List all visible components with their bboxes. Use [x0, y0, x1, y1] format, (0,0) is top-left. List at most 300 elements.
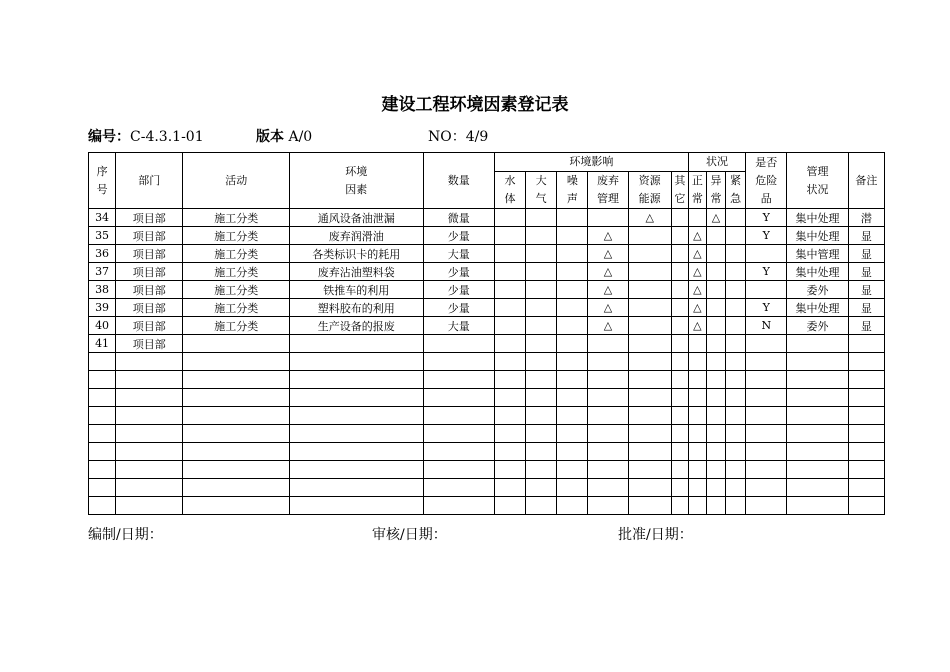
cell-emergency: [726, 389, 746, 407]
cell-resource: [628, 371, 671, 389]
cell-no: 34: [89, 209, 116, 227]
cell-dept: 项目部: [116, 245, 183, 263]
cell-air: [526, 299, 557, 317]
header-impact-air-line1: 大: [535, 174, 547, 187]
cell-resource: [628, 245, 671, 263]
cell-abnormal: [706, 281, 725, 299]
cell-other: [671, 263, 688, 281]
header-status-normal-line1: 正: [691, 174, 703, 187]
cell-hazard: Y: [746, 209, 787, 227]
cell-air: [526, 317, 557, 335]
cell-dept: 项目部: [116, 281, 183, 299]
cell-mgmt: [787, 443, 848, 461]
header-seq: [89, 153, 116, 209]
cell-resource: [628, 317, 671, 335]
header-impact-water-line1: 水: [504, 174, 516, 187]
cell-hazard: Y: [746, 299, 787, 317]
cell-other: [671, 443, 688, 461]
table-row: [89, 479, 885, 497]
cell-other: [671, 281, 688, 299]
cell-noise: [557, 299, 588, 317]
cell-remark: [848, 461, 884, 479]
cell-water: [494, 353, 525, 371]
cell-resource: [628, 479, 671, 497]
cell-hazard: Y: [746, 263, 787, 281]
cell-qty: [423, 479, 494, 497]
cell-noise: [557, 317, 588, 335]
cell-emergency: [726, 227, 746, 245]
cell-qty: [423, 407, 494, 425]
cell-remark: 显: [848, 227, 884, 245]
header-impact-resource: [628, 172, 671, 209]
cell-hazard: [746, 353, 787, 371]
header-management: [787, 153, 848, 209]
table-row: [89, 371, 885, 389]
cell-no: [89, 353, 116, 371]
header-status-normal-line2: 常: [691, 192, 703, 205]
cell-normal: [688, 461, 706, 479]
cell-normal: △: [688, 299, 706, 317]
cell-activity: [183, 389, 290, 407]
header-dept: 部门: [116, 153, 183, 209]
cell-qty: 大量: [423, 317, 494, 335]
cell-mgmt: [787, 479, 848, 497]
cell-remark: [848, 353, 884, 371]
cell-waste: [588, 209, 628, 227]
cell-factor: [289, 389, 423, 407]
cell-waste: [588, 443, 628, 461]
cell-normal: △: [688, 317, 706, 335]
cell-other: [671, 227, 688, 245]
cell-abnormal: [706, 497, 725, 515]
cell-dept: 项目部: [116, 317, 183, 335]
header-management-line1: 管理: [806, 164, 829, 178]
cell-water: [494, 227, 525, 245]
header-factor-line2: 因素: [345, 182, 368, 196]
cell-dept: 项目部: [116, 209, 183, 227]
cell-no: [89, 425, 116, 443]
cell-waste: [588, 497, 628, 515]
cell-remark: [848, 425, 884, 443]
cell-emergency: [726, 281, 746, 299]
cell-mgmt: [787, 407, 848, 425]
cell-remark: 显: [848, 245, 884, 263]
cell-resource: [628, 227, 671, 245]
cell-normal: △: [688, 281, 706, 299]
cell-factor: [289, 353, 423, 371]
cell-resource: [628, 443, 671, 461]
cell-other: [671, 245, 688, 263]
cell-remark: [848, 479, 884, 497]
cell-noise: [557, 353, 588, 371]
cell-air: [526, 353, 557, 371]
cell-emergency: [726, 407, 746, 425]
cell-normal: △: [688, 263, 706, 281]
cell-air: [526, 425, 557, 443]
cell-water: [494, 497, 525, 515]
cell-no: 35: [89, 227, 116, 245]
cell-mgmt: 委外: [787, 281, 848, 299]
cell-remark: [848, 371, 884, 389]
cell-factor: 通风设备油泄漏: [289, 209, 423, 227]
reviewed-by-date: 审核/日期：: [372, 527, 447, 543]
version-label: 版本: [256, 129, 284, 145]
cell-waste: △: [588, 317, 628, 335]
cell-no: 40: [89, 317, 116, 335]
cell-emergency: [726, 497, 746, 515]
cell-no: [89, 479, 116, 497]
header-status-group: 状况: [688, 153, 745, 172]
cell-factor: [289, 443, 423, 461]
cell-air: [526, 335, 557, 353]
cell-other: [671, 461, 688, 479]
cell-factor: [289, 335, 423, 353]
cell-hazard: [746, 281, 787, 299]
table-row: [89, 317, 885, 335]
cell-remark: 显: [848, 317, 884, 335]
cell-other: [671, 209, 688, 227]
cell-normal: [688, 335, 706, 353]
header-status-emergency-line1: 紧: [730, 174, 742, 187]
cell-other: [671, 389, 688, 407]
cell-abnormal: [706, 407, 725, 425]
cell-air: [526, 443, 557, 461]
table-row: [89, 263, 885, 281]
cell-resource: [628, 425, 671, 443]
cell-qty: [423, 497, 494, 515]
header-status-abnormal-line1: 异: [710, 174, 722, 187]
cell-qty: 微量: [423, 209, 494, 227]
cell-dept: [116, 479, 183, 497]
cell-dept: [116, 389, 183, 407]
cell-waste: [588, 335, 628, 353]
cell-hazard: [746, 479, 787, 497]
header-hazard: [746, 153, 787, 209]
cell-mgmt: 集中处理: [787, 209, 848, 227]
cell-dept: [116, 443, 183, 461]
cell-abnormal: [706, 389, 725, 407]
cell-mgmt: [787, 335, 848, 353]
cell-dept: 项目部: [116, 263, 183, 281]
cell-waste: [588, 461, 628, 479]
cell-air: [526, 227, 557, 245]
cell-emergency: [726, 209, 746, 227]
cell-remark: [848, 389, 884, 407]
cell-abnormal: [706, 245, 725, 263]
header-factor-line1: 环境: [345, 164, 368, 178]
cell-activity: [183, 461, 290, 479]
cell-dept: [116, 353, 183, 371]
table-row: [89, 407, 885, 425]
header-impact-group: 环境影响: [494, 153, 688, 172]
cell-hazard: [746, 389, 787, 407]
cell-remark: [848, 407, 884, 425]
header-factor: [289, 153, 423, 209]
cell-factor: [289, 425, 423, 443]
cell-no: 36: [89, 245, 116, 263]
cell-water: [494, 389, 525, 407]
cell-qty: [423, 371, 494, 389]
cell-emergency: [726, 263, 746, 281]
table-row: [89, 461, 885, 479]
header-hazard-line1: 是否: [755, 155, 778, 169]
header-impact-resource-line1: 资源: [638, 174, 661, 187]
cell-emergency: [726, 245, 746, 263]
cell-qty: [423, 425, 494, 443]
cell-mgmt: [787, 353, 848, 371]
cell-hazard: [746, 443, 787, 461]
header-impact-air-line2: 气: [535, 192, 547, 205]
cell-factor: 废弃沾油塑料袋: [289, 263, 423, 281]
cell-other: [671, 335, 688, 353]
cell-factor: [289, 407, 423, 425]
header-impact-water: [494, 172, 525, 209]
cell-qty: 少量: [423, 263, 494, 281]
cell-activity: [183, 407, 290, 425]
cell-air: [526, 479, 557, 497]
cell-factor: 生产设备的报废: [289, 317, 423, 335]
cell-qty: 少量: [423, 227, 494, 245]
cell-air: [526, 263, 557, 281]
cell-air: [526, 245, 557, 263]
cell-abnormal: [706, 317, 725, 335]
cell-resource: [628, 335, 671, 353]
cell-dept: [116, 425, 183, 443]
cell-emergency: [726, 425, 746, 443]
cell-normal: [688, 425, 706, 443]
cell-emergency: [726, 335, 746, 353]
cell-noise: [557, 479, 588, 497]
cell-hazard: [746, 425, 787, 443]
cell-abnormal: [706, 263, 725, 281]
cell-resource: [628, 281, 671, 299]
cell-factor: 各类标识卡的耗用: [289, 245, 423, 263]
cell-no: 38: [89, 281, 116, 299]
cell-emergency: [726, 443, 746, 461]
cell-activity: [183, 371, 290, 389]
code-value: C-4.3.1-01: [130, 129, 204, 145]
cell-hazard: [746, 245, 787, 263]
cell-normal: [688, 209, 706, 227]
header-impact-noise: [557, 172, 588, 209]
cell-other: [671, 407, 688, 425]
cell-activity: [183, 497, 290, 515]
cell-emergency: [726, 299, 746, 317]
cell-activity: [183, 335, 290, 353]
cell-waste: [588, 479, 628, 497]
cell-water: [494, 245, 525, 263]
header-impact-waste-line2: 管理: [596, 192, 619, 205]
cell-dept: 项目部: [116, 227, 183, 245]
cell-other: [671, 353, 688, 371]
header-remark: 备注: [848, 153, 884, 209]
cell-activity: 施工分类: [183, 227, 290, 245]
header-status-emergency-line2: 急: [730, 192, 742, 205]
cell-emergency: [726, 461, 746, 479]
document-code: [88, 126, 204, 146]
cell-normal: [688, 479, 706, 497]
cell-normal: [688, 389, 706, 407]
cell-mgmt: 集中处理: [787, 263, 848, 281]
cell-remark: 显: [848, 299, 884, 317]
cell-water: [494, 317, 525, 335]
cell-normal: [688, 443, 706, 461]
cell-activity: 施工分类: [183, 209, 290, 227]
table-row: [89, 497, 885, 515]
cell-normal: [688, 497, 706, 515]
cell-other: [671, 425, 688, 443]
cell-resource: [628, 497, 671, 515]
cell-abnormal: [706, 461, 725, 479]
cell-abnormal: [706, 371, 725, 389]
cell-factor: [289, 371, 423, 389]
cell-noise: [557, 497, 588, 515]
cell-noise: [557, 371, 588, 389]
cell-other: [671, 479, 688, 497]
cell-hazard: [746, 461, 787, 479]
cell-other: [671, 299, 688, 317]
cell-no: 39: [89, 299, 116, 317]
cell-noise: [557, 461, 588, 479]
header-status-abnormal-line2: 常: [710, 192, 722, 205]
cell-resource: [628, 353, 671, 371]
cell-qty: 大量: [423, 245, 494, 263]
cell-water: [494, 407, 525, 425]
cell-mgmt: [787, 371, 848, 389]
cell-hazard: N: [746, 317, 787, 335]
table-row: [89, 299, 885, 317]
header-impact-resource-line2: 能源: [638, 192, 661, 205]
cell-activity: [183, 443, 290, 461]
cell-dept: [116, 407, 183, 425]
cell-other: [671, 317, 688, 335]
cell-no: 37: [89, 263, 116, 281]
cell-abnormal: [706, 443, 725, 461]
cell-factor: [289, 497, 423, 515]
document-title: 建设工程环境因素登记表: [381, 95, 569, 115]
cell-other: [671, 371, 688, 389]
cell-hazard: [746, 497, 787, 515]
cell-noise: [557, 245, 588, 263]
table-row: [89, 209, 885, 227]
cell-no: [89, 371, 116, 389]
cell-mgmt: 集中管理: [787, 245, 848, 263]
cell-dept: [116, 461, 183, 479]
cell-water: [494, 281, 525, 299]
cell-mgmt: 集中处理: [787, 299, 848, 317]
table-body: [89, 209, 885, 515]
cell-remark: [848, 497, 884, 515]
cell-water: [494, 425, 525, 443]
cell-factor: 塑料胶布的利用: [289, 299, 423, 317]
cell-hazard: [746, 371, 787, 389]
header-impact-waste-line1: 废弃: [596, 174, 619, 187]
cell-resource: [628, 407, 671, 425]
table-row: [89, 227, 885, 245]
table-row: [89, 425, 885, 443]
table-row: [89, 353, 885, 371]
cell-no: [89, 497, 116, 515]
cell-water: [494, 371, 525, 389]
cell-noise: [557, 407, 588, 425]
cell-mgmt: [787, 461, 848, 479]
cell-qty: [423, 353, 494, 371]
approved-by-date: 批准/日期：: [618, 527, 693, 543]
cell-qty: [423, 461, 494, 479]
cell-water: [494, 299, 525, 317]
table-row: [89, 281, 885, 299]
cell-resource: △: [628, 209, 671, 227]
cell-factor: [289, 479, 423, 497]
cell-emergency: [726, 371, 746, 389]
cell-noise: [557, 425, 588, 443]
cell-emergency: [726, 479, 746, 497]
cell-activity: 施工分类: [183, 317, 290, 335]
cell-abnormal: [706, 299, 725, 317]
cell-dept: [116, 497, 183, 515]
header-status-normal: [688, 172, 706, 209]
cell-waste: [588, 389, 628, 407]
cell-water: [494, 461, 525, 479]
cell-activity: [183, 353, 290, 371]
cell-qty: 少量: [423, 299, 494, 317]
cell-resource: [628, 299, 671, 317]
cell-activity: 施工分类: [183, 299, 290, 317]
header-impact-other-line1: 其: [674, 174, 686, 187]
cell-resource: [628, 461, 671, 479]
cell-waste: △: [588, 263, 628, 281]
cell-factor: [289, 461, 423, 479]
cell-qty: [423, 389, 494, 407]
header-hazard-line3: 品: [760, 191, 772, 205]
header-seq-line2: 号: [96, 182, 108, 196]
header-impact-waste: [588, 172, 628, 209]
cell-emergency: [726, 353, 746, 371]
cell-noise: [557, 263, 588, 281]
cell-activity: [183, 479, 290, 497]
cell-abnormal: [706, 353, 725, 371]
cell-mgmt: 委外: [787, 317, 848, 335]
cell-dept: 项目部: [116, 335, 183, 353]
cell-hazard: [746, 407, 787, 425]
cell-factor: 铁推车的利用: [289, 281, 423, 299]
cell-air: [526, 371, 557, 389]
cell-qty: [423, 335, 494, 353]
cell-water: [494, 263, 525, 281]
cell-abnormal: [706, 479, 725, 497]
header-impact-noise-line2: 声: [566, 192, 578, 205]
cell-no: [89, 389, 116, 407]
cell-dept: 项目部: [116, 299, 183, 317]
prepared-by-date: 编制/日期：: [88, 527, 163, 543]
header-impact-other: [671, 172, 688, 209]
cell-mgmt: 集中处理: [787, 227, 848, 245]
cell-emergency: [726, 317, 746, 335]
cell-mgmt: [787, 389, 848, 407]
cell-water: [494, 479, 525, 497]
no-value: 4/9: [465, 129, 489, 145]
cell-remark: 潜: [848, 209, 884, 227]
cell-air: [526, 497, 557, 515]
cell-waste: [588, 371, 628, 389]
cell-resource: [628, 389, 671, 407]
cell-activity: 施工分类: [183, 281, 290, 299]
cell-waste: [588, 425, 628, 443]
table-row: [89, 335, 885, 353]
cell-normal: △: [688, 227, 706, 245]
header-activity: 活动: [183, 153, 290, 209]
cell-remark: 显: [848, 281, 884, 299]
